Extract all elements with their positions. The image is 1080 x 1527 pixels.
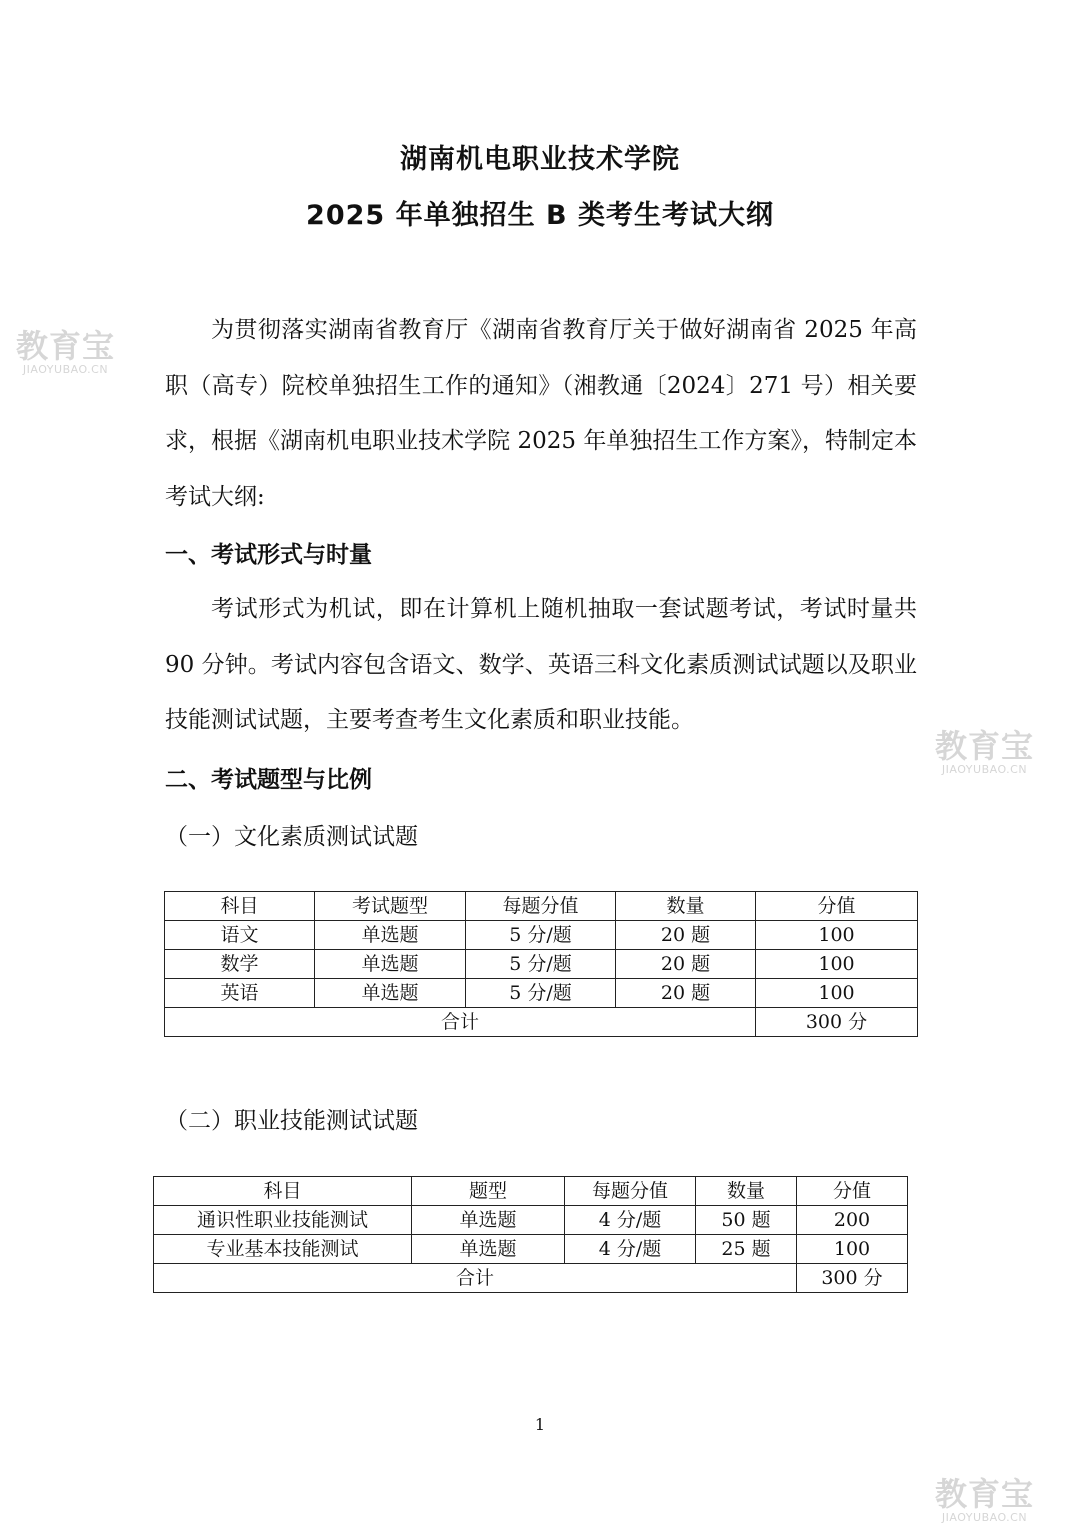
table-header-cell: 科目 [154, 1177, 412, 1206]
table-cell: 单选题 [315, 979, 466, 1008]
watermark-text: 教育宝 [935, 727, 1035, 765]
table-header-cell: 考试题型 [315, 892, 466, 921]
table-cell: 5 分/题 [466, 979, 616, 1008]
table-header-cell: 每题分值 [565, 1177, 696, 1206]
table-cell: 50 题 [696, 1206, 797, 1235]
watermark-logo [935, 1475, 1035, 1524]
table-header-cell: 每题分值 [466, 892, 616, 921]
watermark-text: 教育宝 [935, 1475, 1035, 1513]
table-header-row [165, 892, 918, 921]
table-cell: 100 [756, 950, 918, 979]
section-heading-question-types: 二、考试题型与比例 [165, 767, 372, 793]
page-number: 1 [534, 1415, 546, 1434]
document-subtitle: 2025 年单独招生 B 类考生考试大纲 [306, 200, 774, 231]
table-total-row [165, 1008, 918, 1037]
table-cell: 5 分/题 [466, 950, 616, 979]
table-row [165, 921, 918, 950]
table-cell: 4 分/题 [565, 1235, 696, 1264]
table-cell: 100 [797, 1235, 908, 1264]
table-cell: 单选题 [412, 1206, 565, 1235]
table-total-label: 合计 [154, 1264, 797, 1293]
table-cell: 20 题 [616, 950, 756, 979]
table-row [165, 950, 918, 979]
table-cell: 100 [756, 921, 918, 950]
table-cell: 200 [797, 1206, 908, 1235]
table-total-label: 合计 [165, 1008, 756, 1037]
table-header-cell: 分值 [756, 892, 918, 921]
intro-paragraph: 为贯彻落实湖南省教育厅《湖南省教育厅关于做好湖南省 2025 年高职（高专）院校单独招生工作的通知》（湘教通〔2024〕271 号）相关要求，根据《湖南机电职业技术学院 2025 年单独招生工作方案》，特制定本考试大纲: [165, 317, 917, 510]
table-cell: 英语 [165, 979, 315, 1008]
watermark-logo [935, 727, 1035, 776]
table-cell: 通识性职业技能测试 [154, 1206, 412, 1235]
watermark-url: JIAOYUBAO.CN [941, 1511, 1028, 1524]
table-cell: 5 分/题 [466, 921, 616, 950]
exam-format-paragraph: 考试形式为机试，即在计算机上随机抽取一套试题考试，考试时量共 90 分钟。考试内容包含语文、数学、英语三科文化素质测试试题以及职业技能测试试题，主要考查考生文化素质和职业技能。 [165, 596, 917, 733]
table-cell: 4 分/题 [565, 1206, 696, 1235]
watermark-text: 教育宝 [16, 327, 116, 365]
table-header-cell: 数量 [616, 892, 756, 921]
table-cell: 单选题 [315, 921, 466, 950]
table-total-value: 300 分 [797, 1264, 908, 1293]
table-cell: 专业基本技能测试 [154, 1235, 412, 1264]
watermark-logo [16, 327, 116, 376]
table-header-cell: 数量 [696, 1177, 797, 1206]
subheading-cultural-test: （一）文化素质测试试题 [165, 824, 418, 850]
table-header-cell: 题型 [412, 1177, 565, 1206]
document-title: 湖南机电职业技术学院 [400, 144, 680, 175]
table-cell: 20 题 [616, 921, 756, 950]
table-header-row [154, 1177, 908, 1206]
table-total-row [154, 1264, 908, 1293]
watermark-url: JIAOYUBAO.CN [941, 763, 1028, 776]
subheading-vocational-test: （二）职业技能测试试题 [165, 1108, 418, 1134]
table-cell: 语文 [165, 921, 315, 950]
table-cell: 100 [756, 979, 918, 1008]
table-header-cell: 分值 [797, 1177, 908, 1206]
vocational-test-table [153, 1176, 908, 1293]
watermark-url: JIAOYUBAO.CN [22, 363, 109, 376]
table-cell: 单选题 [315, 950, 466, 979]
table-row [154, 1235, 908, 1264]
table-total-value: 300 分 [756, 1008, 918, 1037]
section-heading-exam-format: 一、考试形式与时量 [165, 542, 372, 568]
table-cell: 25 题 [696, 1235, 797, 1264]
table-cell: 单选题 [412, 1235, 565, 1264]
table-row [165, 979, 918, 1008]
table-cell: 数学 [165, 950, 315, 979]
table-header-cell: 科目 [165, 892, 315, 921]
cultural-test-table [164, 891, 918, 1037]
table-row [154, 1206, 908, 1235]
table-cell: 20 题 [616, 979, 756, 1008]
